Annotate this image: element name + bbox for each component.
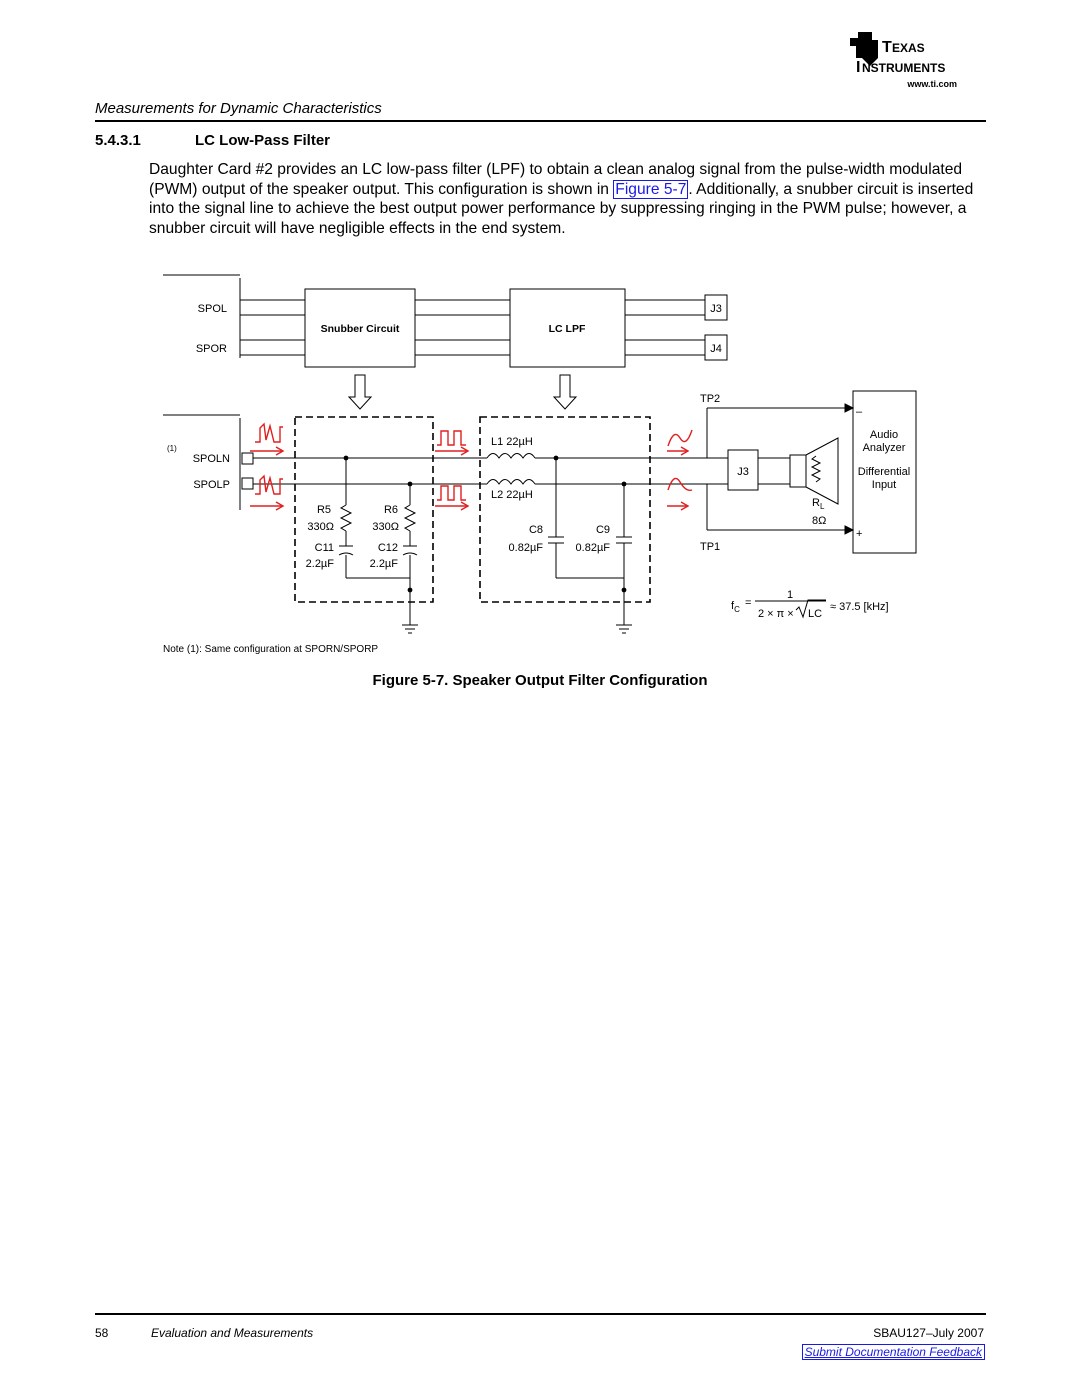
section-title: LC Low-Pass Filter [195,132,331,149]
j3-block-label: J3 [710,303,722,315]
spolp-label: SPOLP [193,479,230,491]
c8-label: C8 [528,524,543,536]
l2-label: L2 22µH [491,489,533,501]
svg-text:T: T [882,39,892,56]
minus-terminal: – [856,406,863,418]
analyzer-line-3: Differential [857,466,911,478]
formula-numerator: 1 [786,589,794,601]
analyzer-line-4: Input [871,479,897,491]
tp1-label: TP1 [700,541,721,553]
c9-label: C9 [595,524,610,536]
analyzer-line-1: Audio [869,429,899,441]
running-head: Measurements for Dynamic Characteristics [95,100,382,117]
analyzer-line-2: Analyzer [862,442,906,454]
r6-label: R6 [383,504,398,516]
formula-denominator: 2 × π × [758,608,794,620]
formula-lhs: $f_C$ [731,600,740,614]
paragraph-text-1: Daughter Card #2 provides an LC low-pass filter (LPF) to obtain a clean analog signal from the pulse-width modulated (PWM) output of the speaker output. This configuration is shown in [149,161,963,198]
footer-section-title: Evaluation and Measurements [151,1326,314,1340]
speaker-output-filter-diagram [150,265,940,665]
formula-equals: = [745,597,752,609]
svg-text:NSTRUMENTS: NSTRUMENTS [862,61,946,75]
spol-label: SPOL [197,303,227,315]
c11-value: 2.2µF [305,558,334,570]
section-heading [95,132,330,149]
website-url: www.ti.com [907,79,957,89]
page-number: 58 [95,1326,109,1340]
r6-value: 330Ω [372,521,399,533]
r5-label: R5 [316,504,331,516]
plus-terminal: + [856,528,863,540]
c11-label: C11 [314,542,334,554]
formula-result: ≈ 37.5 [kHz] [830,601,889,613]
footer-rule [95,1313,986,1315]
document-id: SBAU127–July 2007 [873,1326,984,1340]
snubber-block-label: Snubber Circuit [320,323,400,335]
svg-text:EXAS: EXAS [892,41,925,55]
pwm-waveforms [250,424,692,510]
load-value: 8Ω [812,515,827,527]
figure-caption: Figure 5-7. Speaker Output Filter Configuration [372,672,708,689]
c9-value: 0.82µF [575,542,610,554]
lc-lpf-block-label: LC LPF [548,323,586,335]
submit-feedback-link[interactable]: Submit Documentation Feedback [802,1344,985,1360]
l1-label: L1 22µH [491,436,533,448]
note-ref: (1) [167,444,177,453]
c12-value: 2.2µF [369,558,398,570]
section-paragraph [149,160,985,238]
figure-link[interactable]: Figure 5-7 [615,180,687,198]
c12-label: C12 [377,542,398,554]
j4-block-label: J4 [710,343,722,355]
tp2-label: TP2 [700,393,721,405]
paragraph-text-2: . Additionally, a snubber circuit is inserted into the signal line to achieve the best output power performance by suppressing ringing in the PWM pulse; however, a snubber circuit will have negligible effects in the end system. [149,180,974,237]
load-label: $R_L$ [812,497,825,511]
formula-radicand: LC [808,608,823,620]
spoln-label: SPOLN [192,453,230,465]
figure-note: Note (1): Same configuration at SPORN/SPORP [163,644,379,655]
r5-value: 330Ω [307,521,334,533]
j3-connector-label: J3 [737,466,749,478]
c8-value: 0.82µF [508,542,543,554]
spor-label: SPOR [195,343,227,355]
section-number: 5.4.3.1 [95,132,141,149]
header-rule [95,120,986,122]
svg-text:I: I [856,59,861,76]
